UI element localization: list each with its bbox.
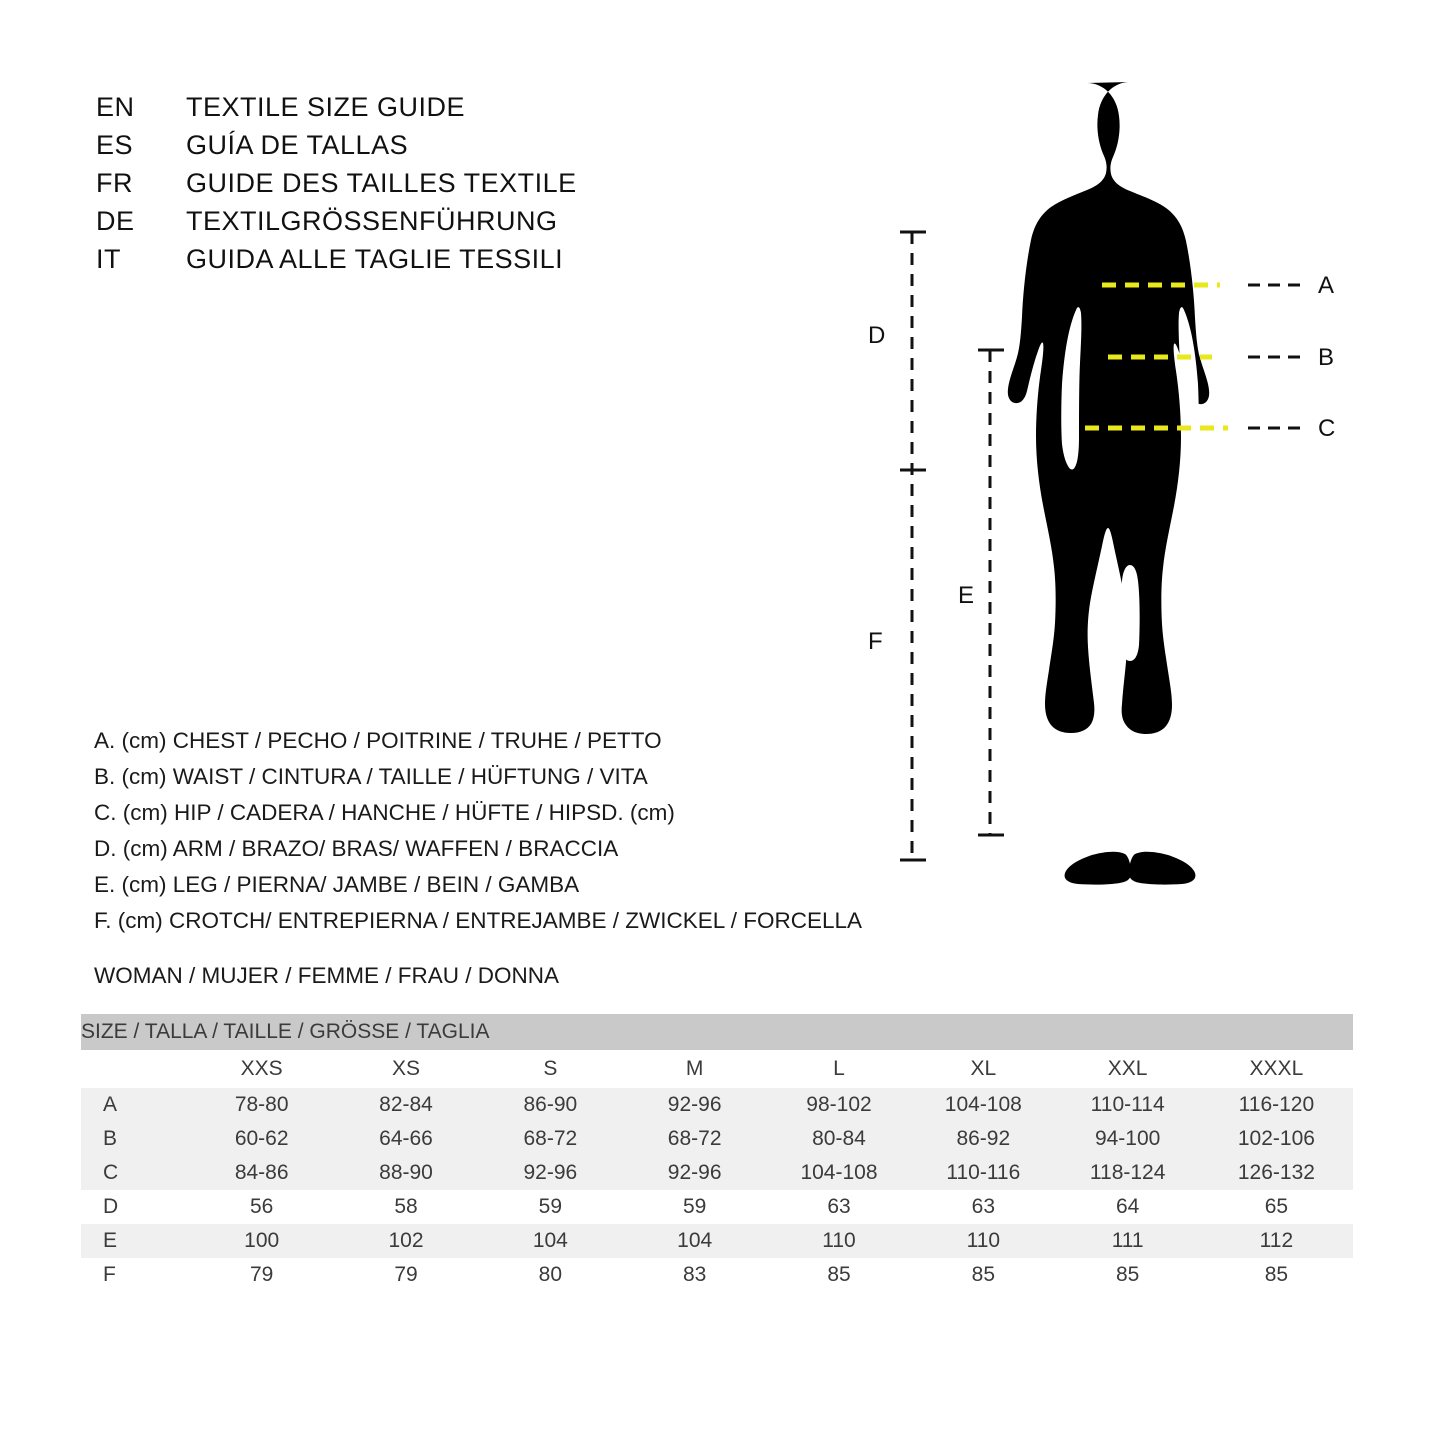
- cell-e-xxxl: 112: [1200, 1224, 1353, 1258]
- title-lang-fr: FR: [96, 168, 133, 198]
- row-label-d: D: [81, 1190, 190, 1224]
- cell-e-xxs: 100: [190, 1224, 334, 1258]
- label-b: B: [1318, 344, 1335, 371]
- cell-b-xxxl: 102-106: [1200, 1122, 1353, 1156]
- cell-d-xl: 63: [911, 1190, 1055, 1224]
- column-header-s: S: [478, 1050, 622, 1088]
- row-label-e: E: [81, 1224, 190, 1258]
- cell-e-s: 104: [478, 1224, 622, 1258]
- column-header-xxxl: XXXL: [1200, 1050, 1353, 1088]
- table-row: [81, 1122, 1353, 1156]
- column-header-xs: XS: [334, 1050, 478, 1088]
- cell-f-l: 85: [767, 1258, 911, 1292]
- title-text-it: GUIDA ALLE TAGLIE TESSILI: [186, 244, 564, 274]
- cell-c-m: 92-96: [623, 1156, 767, 1190]
- legend-item-e: E. (cm) LEG / PIERNA/ JAMBE / BEIN / GAMBA: [94, 872, 580, 897]
- cell-c-xs: 88-90: [334, 1156, 478, 1190]
- row-label-c: C: [81, 1156, 190, 1190]
- gender-caption: WOMAN / MUJER / FEMME / FRAU / DONNA: [94, 963, 559, 988]
- cell-b-m: 68-72: [623, 1122, 767, 1156]
- cell-b-xs: 64-66: [334, 1122, 478, 1156]
- table-row: [81, 1258, 1353, 1292]
- cell-c-xxl: 118-124: [1055, 1156, 1199, 1190]
- title-row-de: [96, 206, 856, 244]
- cell-c-xxs: 84-86: [190, 1156, 334, 1190]
- cell-e-l: 110: [767, 1224, 911, 1258]
- table-row: [81, 1156, 1353, 1190]
- cell-c-l: 104-108: [767, 1156, 911, 1190]
- table-column-header-row: [81, 1050, 1353, 1088]
- column-header-xl: XL: [911, 1050, 1055, 1088]
- cell-d-s: 59: [478, 1190, 622, 1224]
- title-block: [96, 92, 856, 282]
- table-title-row: [81, 1014, 1353, 1050]
- column-header-blank: [81, 1050, 190, 1088]
- cell-c-xl: 110-116: [911, 1156, 1055, 1190]
- title-lang-es: ES: [96, 130, 134, 160]
- cell-b-xxs: 60-62: [190, 1122, 334, 1156]
- table-row: [81, 1088, 1353, 1122]
- cell-f-xxxl: 85: [1200, 1258, 1353, 1292]
- cell-d-xxxl: 65: [1200, 1190, 1353, 1224]
- cell-a-xs: 82-84: [334, 1088, 478, 1122]
- table-title: SIZE / TALLA / TAILLE / GRÖSSE / TAGLIA: [81, 1014, 1353, 1050]
- cell-b-xl: 86-92: [911, 1122, 1055, 1156]
- cell-f-s: 80: [478, 1258, 622, 1292]
- female-silhouette-icon: [1008, 82, 1209, 885]
- cell-d-xxs: 56: [190, 1190, 334, 1224]
- cell-d-xs: 58: [334, 1190, 478, 1224]
- measurement-legend: [94, 723, 974, 939]
- column-header-xxs: XXS: [190, 1050, 334, 1088]
- cell-d-l: 63: [767, 1190, 911, 1224]
- title-text-es: GUÍA DE TALLAS: [186, 130, 409, 160]
- label-d: D: [868, 322, 886, 349]
- title-text-en: TEXTILE SIZE GUIDE: [186, 92, 466, 122]
- column-header-xxl: XXL: [1055, 1050, 1199, 1088]
- cell-b-l: 80-84: [767, 1122, 911, 1156]
- label-e: E: [958, 582, 975, 609]
- legend-item-f: F. (cm) CROTCH/ ENTREPIERNA / ENTREJAMBE / ZWICKEL / FORCELLA: [94, 908, 862, 933]
- table-row: [81, 1190, 1353, 1224]
- legend-item-b: B. (cm) WAIST / CINTURA / TAILLE / HÜFTUNG / VITA: [94, 764, 648, 789]
- cell-e-m: 104: [623, 1224, 767, 1258]
- cell-a-l: 98-102: [767, 1088, 911, 1122]
- table-row: [81, 1224, 1353, 1258]
- cell-a-xxl: 110-114: [1055, 1088, 1199, 1122]
- label-f: F: [868, 628, 883, 655]
- row-label-a: A: [81, 1088, 190, 1122]
- title-lang-de: DE: [96, 206, 135, 236]
- title-text-de: TEXTILGRÖSSENFÜHRUNG: [186, 206, 558, 236]
- title-row-en: [96, 92, 856, 130]
- row-label-b: B: [81, 1122, 190, 1156]
- title-lang-it: IT: [96, 244, 121, 274]
- cell-b-xxl: 94-100: [1055, 1122, 1199, 1156]
- cell-b-s: 68-72: [478, 1122, 622, 1156]
- cell-a-xl: 104-108: [911, 1088, 1055, 1122]
- cell-d-xxl: 64: [1055, 1190, 1199, 1224]
- title-row-es: [96, 130, 856, 168]
- cell-e-xxl: 111: [1055, 1224, 1199, 1258]
- row-label-f: F: [81, 1258, 190, 1292]
- label-c: C: [1318, 415, 1336, 442]
- cell-a-xxs: 78-80: [190, 1088, 334, 1122]
- cell-a-xxxl: 116-120: [1200, 1088, 1353, 1122]
- cell-f-xxl: 85: [1055, 1258, 1199, 1292]
- label-a: A: [1318, 272, 1335, 299]
- cell-e-xl: 110: [911, 1224, 1055, 1258]
- size-table: [81, 1014, 1353, 1292]
- cell-d-m: 59: [623, 1190, 767, 1224]
- title-lang-en: EN: [96, 92, 135, 122]
- title-text-fr: GUIDE DES TAILLES TEXTILE: [186, 168, 577, 198]
- cell-f-xxs: 79: [190, 1258, 334, 1292]
- cell-c-s: 92-96: [478, 1156, 622, 1190]
- legend-item-a: A. (cm) CHEST / PECHO / POITRINE / TRUHE / PETTO: [94, 728, 662, 753]
- legend-item-c: C. (cm) HIP / CADERA / HANCHE / HÜFTE / HIPSD. (cm): [94, 800, 675, 825]
- title-row-it: [96, 244, 856, 282]
- legend-item-d: D. (cm) ARM / BRAZO/ BRAS/ WAFFEN / BRACCIA: [94, 836, 619, 861]
- cell-c-xxxl: 126-132: [1200, 1156, 1353, 1190]
- column-header-l: L: [767, 1050, 911, 1088]
- cell-e-xs: 102: [334, 1224, 478, 1258]
- cell-f-m: 83: [623, 1258, 767, 1292]
- column-header-m: M: [623, 1050, 767, 1088]
- leg-dimension-bracket: [978, 350, 1004, 835]
- cell-a-m: 92-96: [623, 1088, 767, 1122]
- cell-f-xl: 85: [911, 1258, 1055, 1292]
- cell-a-s: 86-90: [478, 1088, 622, 1122]
- title-row-fr: [96, 168, 856, 206]
- cell-f-xs: 79: [334, 1258, 478, 1292]
